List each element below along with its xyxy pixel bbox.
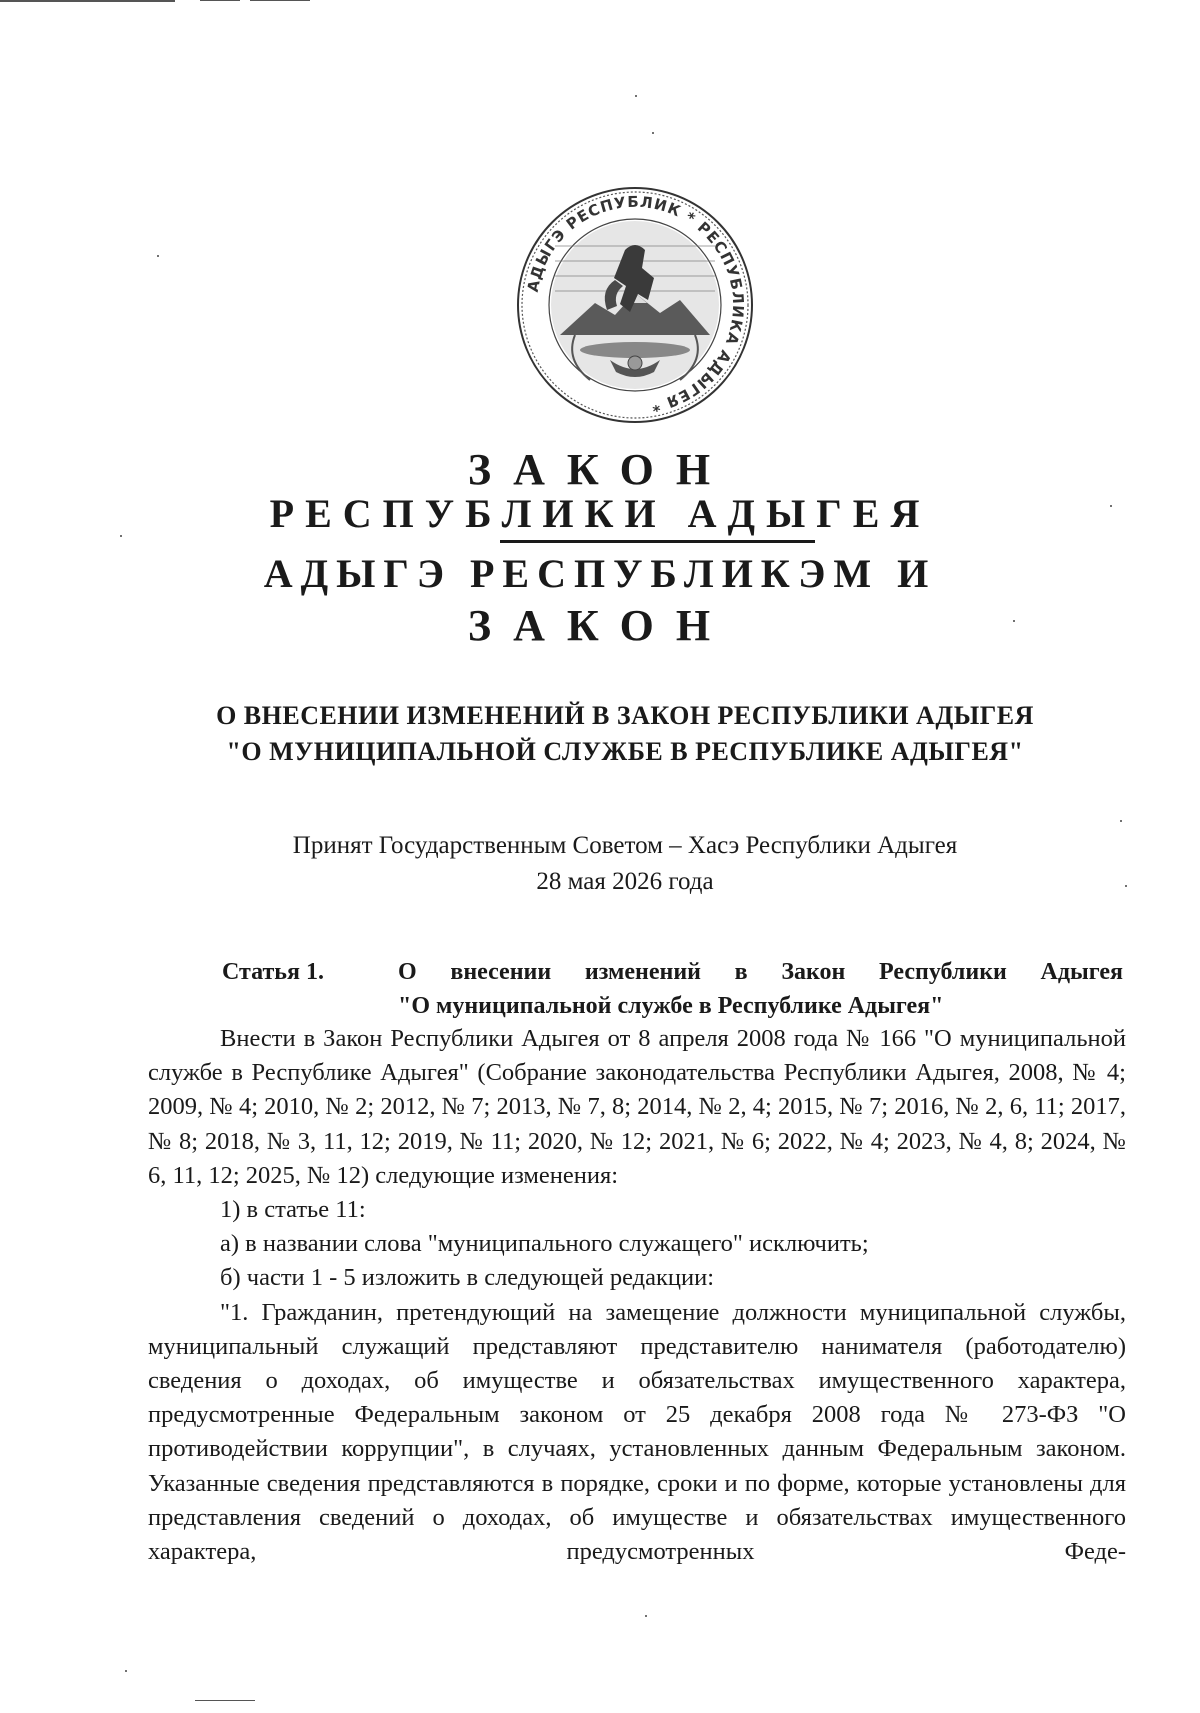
scan-speck — [652, 132, 654, 134]
paragraph: а) в названии слова "муниципального служащего" исключить; — [220, 1230, 869, 1258]
paragraph: Внести в Закон Республики Адыгея от 8 апреля 2008 года № 166 "О муниципальной службе в Республике Адыгея" (Собрание законодательства Республики Адыгея, 2008, № 4; 2009, № 4; 2010, № 2; 2012, № 7; 2013, № 7, 8; 2014, № 2, 4; 2015, № 7; 2016, № 2, 6, 11; 2017, № 8; 2018, № 3, 11, 12; 2019, № 11; 2020, № 12; 2021, № 6; 2022, № 4; 2023, № 4, 8; 2024, № 6, 11, 12; 2025, № 12) следующие изменения: — [148, 1025, 1126, 1189]
paragraph: "1. Гражданин, претендующий на замещение должности муниципальной службы, муниципальный служащий представляют представителю нанимателя (работодателю) сведения о доходах, об имуществе и обязательствах имущественного характера, предусмотренные Федеральным законом от 25 декабря 2008 года № 273-ФЗ "О противодействии коррупции", в случаях, установленных данным Федеральным законом. Указанные сведения представляются в порядке, сроки и по форме, которые установлены для представления сведений о доходах, об имуществе и обязательствах имущественного характера, предусмотренных Феде- — [148, 1298, 1126, 1566]
paragraph: б) части 1 - 5 изложить в следующей редакции: — [220, 1264, 715, 1292]
scan-artifact — [200, 0, 240, 1]
coat-of-arms-seal-icon — [515, 185, 755, 425]
scan-speck — [645, 1615, 647, 1617]
law-subject — [150, 698, 1100, 770]
scan-speck — [635, 95, 637, 97]
law-subject-line1: О ВНЕСЕНИИ ИЗМЕНЕНИЙ В ЗАКОН РЕСПУБЛИКИ АДЫГЕЯ — [216, 701, 1034, 730]
emblem-ring-text: АДЫГЭ РЕСПУБЛИК * РЕСПУБЛИКА АДЫГЕЯ * — [523, 192, 748, 416]
article-title-line1: О внесении изменений в Закон Республики Адыгея — [398, 959, 1123, 985]
title-divider — [500, 540, 815, 543]
adoption-date: 28 мая 2026 года — [536, 868, 714, 895]
title-zakon: ЗАКОН — [467, 445, 733, 494]
scan-speck — [157, 255, 159, 257]
scan-speck — [125, 1670, 127, 1672]
title-republic-adygea: РЕСПУБЛИКИ АДЫГЕЯ — [269, 491, 931, 536]
paragraph: 1) в статье 11: — [220, 1196, 366, 1224]
adoption-body: Принят Государственным Советом – Хасэ Республики Адыгея — [292, 832, 958, 859]
article-body — [148, 1022, 1126, 1569]
title-zakon-adyghe: ЗАКОН — [467, 601, 733, 650]
scan-artifact — [250, 0, 310, 1]
adoption-note — [150, 828, 1100, 900]
scan-speck — [1125, 885, 1127, 887]
title-adyghe-republic: АДЫГЭ РЕСПУБЛИКЭМ И — [263, 551, 937, 596]
article-number: Статья 1. — [222, 959, 324, 985]
article-title-line2: "О муниципальной службе в Республике Адыгея" — [398, 993, 944, 1019]
scan-speck — [1120, 820, 1122, 822]
scan-artifact — [0, 0, 175, 2]
scan-artifact — [195, 1700, 255, 1701]
law-subject-line2: "О МУНИЦИПАЛЬНОЙ СЛУЖБЕ В РЕСПУБЛИКЕ АДЫГЕЯ" — [226, 737, 1024, 766]
